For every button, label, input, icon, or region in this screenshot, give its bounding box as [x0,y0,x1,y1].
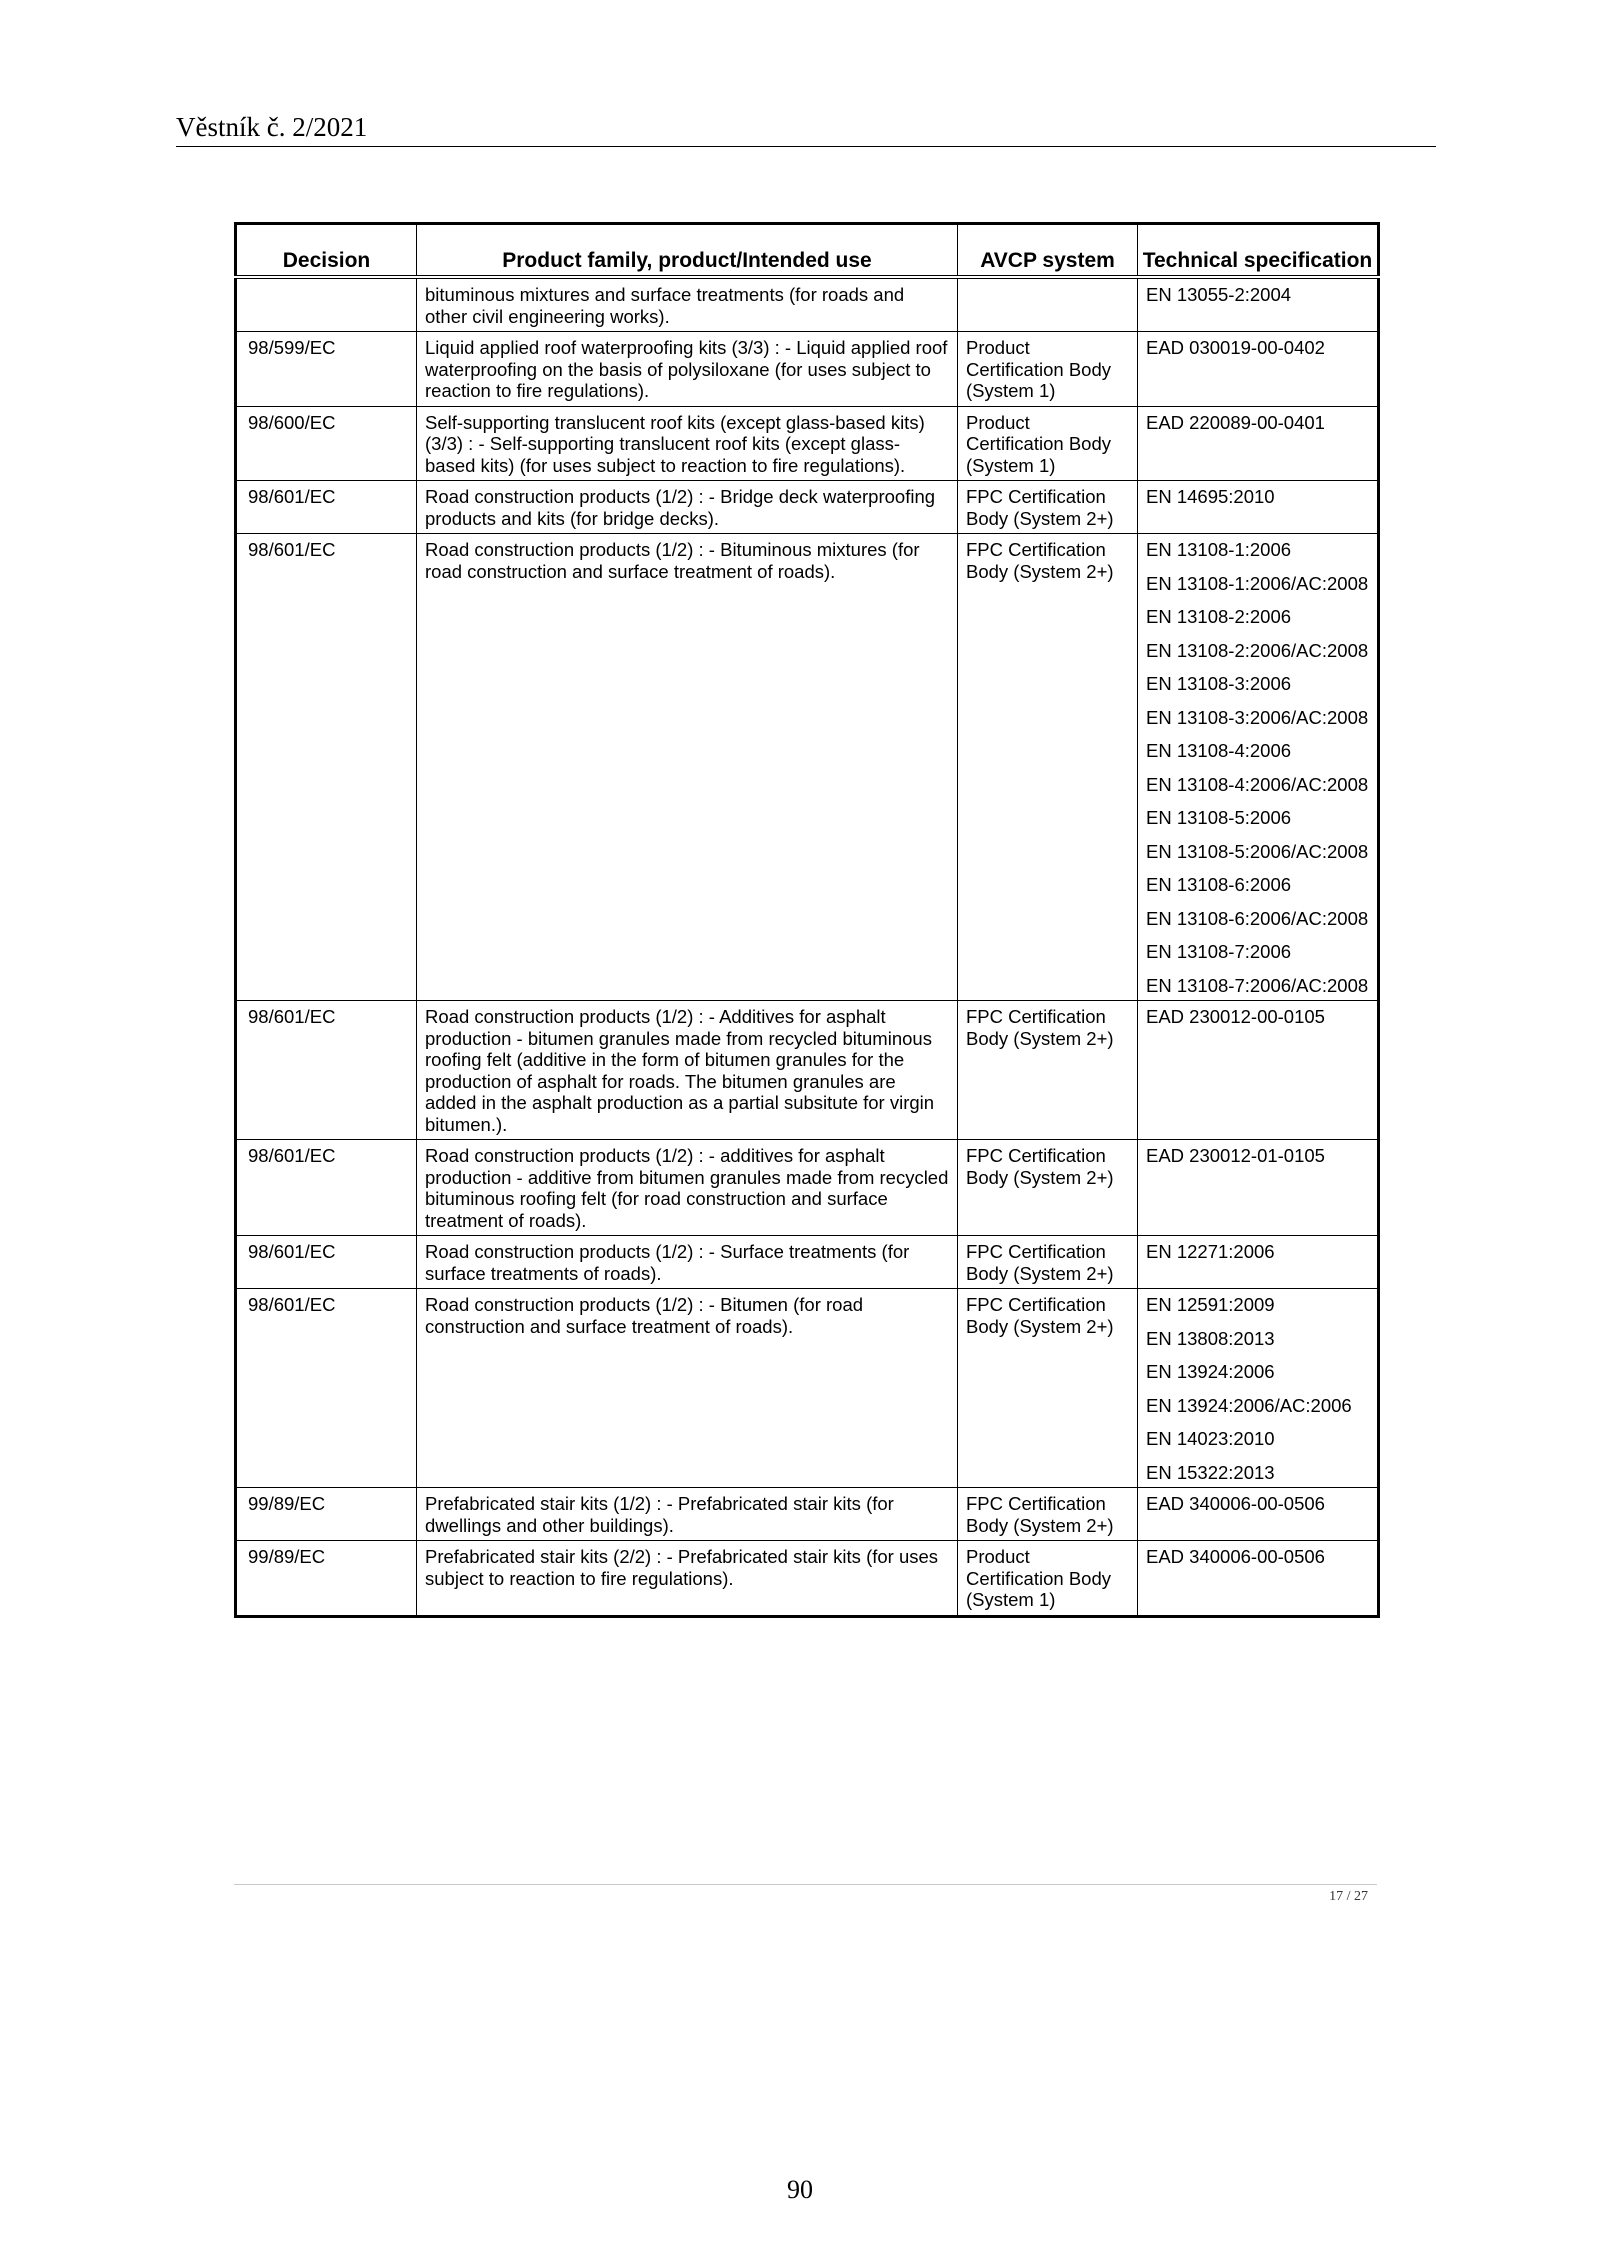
specification-item: EN 13055-2:2004 [1146,284,1292,305]
specification-item: EN 13108-7:2006 [1146,941,1292,962]
decision-cell [236,277,417,332]
avcp-cell: Product Certification Body (System 1) [958,406,1138,481]
column-header-specification: Technical specification [1138,224,1379,278]
decision-cell: 99/89/EC [236,1488,417,1541]
decision-cell: 98/600/EC [236,406,417,481]
specification-item: EN 13108-1:2006 [1146,539,1292,560]
product-cell: bituminous mixtures and surface treatments (for roads and other civil engineering works). [417,277,958,332]
decision-cell: 98/601/EC [236,534,417,1001]
specification-item: EN 14023:2010 [1146,1428,1275,1449]
specification-item: EN 14695:2010 [1146,486,1275,507]
table-row [236,1001,1379,1140]
specification-item: EAD 030019-00-0402 [1146,337,1325,358]
specification-cell [1138,481,1379,534]
specification-cell [1138,1488,1379,1541]
avcp-cell: FPC Certification Body (System 2+) [958,481,1138,534]
specification-item: EAD 220089-00-0401 [1146,411,1325,433]
specification-cell [1138,1140,1379,1236]
specification-cell [1138,332,1379,407]
table-row [236,1289,1379,1488]
specification-item: EN 13108-2:2006/AC:2008 [1146,639,1369,661]
specification-item: EN 13108-3:2006/AC:2008 [1146,706,1369,728]
table-row [236,1140,1379,1236]
specification-item: EN 13808:2013 [1146,1327,1275,1349]
specification-item: EAD 230012-00-0105 [1146,1006,1325,1027]
product-cell: Prefabricated stair kits (2/2) : - Prefabricated stair kits (for uses subject to reaction to fire regulations). [417,1541,958,1617]
avcp-cell: Product Certification Body (System 1) [958,332,1138,407]
avcp-cell: FPC Certification Body (System 2+) [958,1140,1138,1236]
table-header-row [236,224,1379,278]
specification-item: EAD 230012-01-0105 [1146,1145,1325,1166]
specification-item: EN 15322:2013 [1146,1461,1275,1483]
product-cell: Road construction products (1/2) : - Bridge deck waterproofing products and kits (for bridge decks). [417,481,958,534]
product-cell: Road construction products (1/2) : - Bituminous mixtures (for road construction and surface treatment of roads). [417,534,958,1001]
specification-item: EN 13108-1:2006/AC:2008 [1146,572,1369,594]
page-counter: 17 / 27 [1329,1889,1368,1904]
specification-cell [1138,406,1379,481]
specification-item: EN 13108-6:2006/AC:2008 [1146,907,1369,929]
table-row [236,534,1379,1001]
specification-item: EN 12271:2006 [1146,1241,1275,1262]
decision-cell: 98/599/EC [236,332,417,407]
column-header-product: Product family, product/Intended use [417,224,958,278]
avcp-cell [958,277,1138,332]
product-cell: Self-supporting translucent roof kits (except glass-based kits) (3/3) : - Self-supporting translucent roof kits (except glass-based kits) (for uses subject to reaction to fire regulations). [417,406,958,481]
specification-item: EAD 340006-00-0506 [1146,1546,1325,1567]
table-row [236,481,1379,534]
avcp-cell: FPC Certification Body (System 2+) [958,1236,1138,1289]
specification-cell [1138,1541,1379,1617]
specification-item: EN 12591:2009 [1146,1294,1275,1315]
product-cell: Road construction products (1/2) : - Additives for asphalt production - bitumen granules made from recycled bituminous roofing felt (additive in the form of bitumen granules for the production of asphalt for roads. The bitumen granules are added in the asphalt production as a partial subsitute for virgin bitumen.). [417,1001,958,1140]
table-row [236,332,1379,407]
specification-cell [1138,1289,1379,1488]
specification-item: EAD 340006-00-0506 [1146,1493,1325,1514]
table-row [236,406,1379,481]
specification-item: EN 13108-5:2006 [1146,807,1292,828]
product-cell: Road construction products (1/2) : - additives for asphalt production - additive from bitumen granules made from recycled bituminous roofing felt (for road construction and surface treatment of roads). [417,1140,958,1236]
specification-item: EN 13108-7:2006/AC:2008 [1146,974,1369,996]
product-cell: Road construction products (1/2) : - Surface treatments (for surface treatments of roads). [417,1236,958,1289]
specification-cell [1138,1001,1379,1140]
page-number: 90 [787,2175,813,2204]
decision-cell: 98/601/EC [236,1289,417,1488]
header-divider [176,146,1436,147]
specification-item: EN 13108-4:2006 [1146,740,1292,761]
specification-item: EN 13924:2006/AC:2006 [1146,1394,1352,1416]
table-row [236,1541,1379,1617]
specification-item: EN 13108-3:2006 [1146,673,1292,694]
specification-item: EN 13108-5:2006/AC:2008 [1146,840,1369,862]
product-cell: Liquid applied roof waterproofing kits (3/3) : - Liquid applied roof waterproofing on the basis of polysiloxane (for uses subject to reaction to fire regulations). [417,332,958,407]
table-row [236,277,1379,332]
avcp-cell: FPC Certification Body (System 2+) [958,1001,1138,1140]
table-row [236,1236,1379,1289]
column-header-avcp: AVCP system [958,224,1138,278]
specification-item: EN 13924:2006 [1146,1361,1275,1382]
journal-title: Věstník č. 2/2021 [176,112,368,142]
avcp-cell: FPC Certification Body (System 2+) [958,1488,1138,1541]
avcp-cell: FPC Certification Body (System 2+) [958,534,1138,1001]
decision-cell: 98/601/EC [236,1001,417,1140]
table-row [236,1488,1379,1541]
specification-item: EN 13108-4:2006/AC:2008 [1146,773,1369,795]
decisions-table [234,222,1380,1618]
decision-cell: 99/89/EC [236,1541,417,1617]
decision-cell: 98/601/EC [236,1140,417,1236]
column-header-decision: Decision [236,224,417,278]
specification-item: EN 13108-6:2006 [1146,874,1292,895]
specification-item: EN 13108-2:2006 [1146,606,1292,627]
table-body [236,277,1379,1616]
product-cell: Road construction products (1/2) : - Bitumen (for road construction and surface treatment of roads). [417,1289,958,1488]
specification-cell [1138,534,1379,1001]
avcp-cell: FPC Certification Body (System 2+) [958,1289,1138,1488]
decision-cell: 98/601/EC [236,1236,417,1289]
avcp-cell: Product Certification Body (System 1) [958,1541,1138,1617]
specification-cell [1138,1236,1379,1289]
specification-cell [1138,277,1379,332]
decision-cell: 98/601/EC [236,481,417,534]
footer-divider [234,1884,1377,1885]
product-cell: Prefabricated stair kits (1/2) : - Prefabricated stair kits (for dwellings and other buildings). [417,1488,958,1541]
